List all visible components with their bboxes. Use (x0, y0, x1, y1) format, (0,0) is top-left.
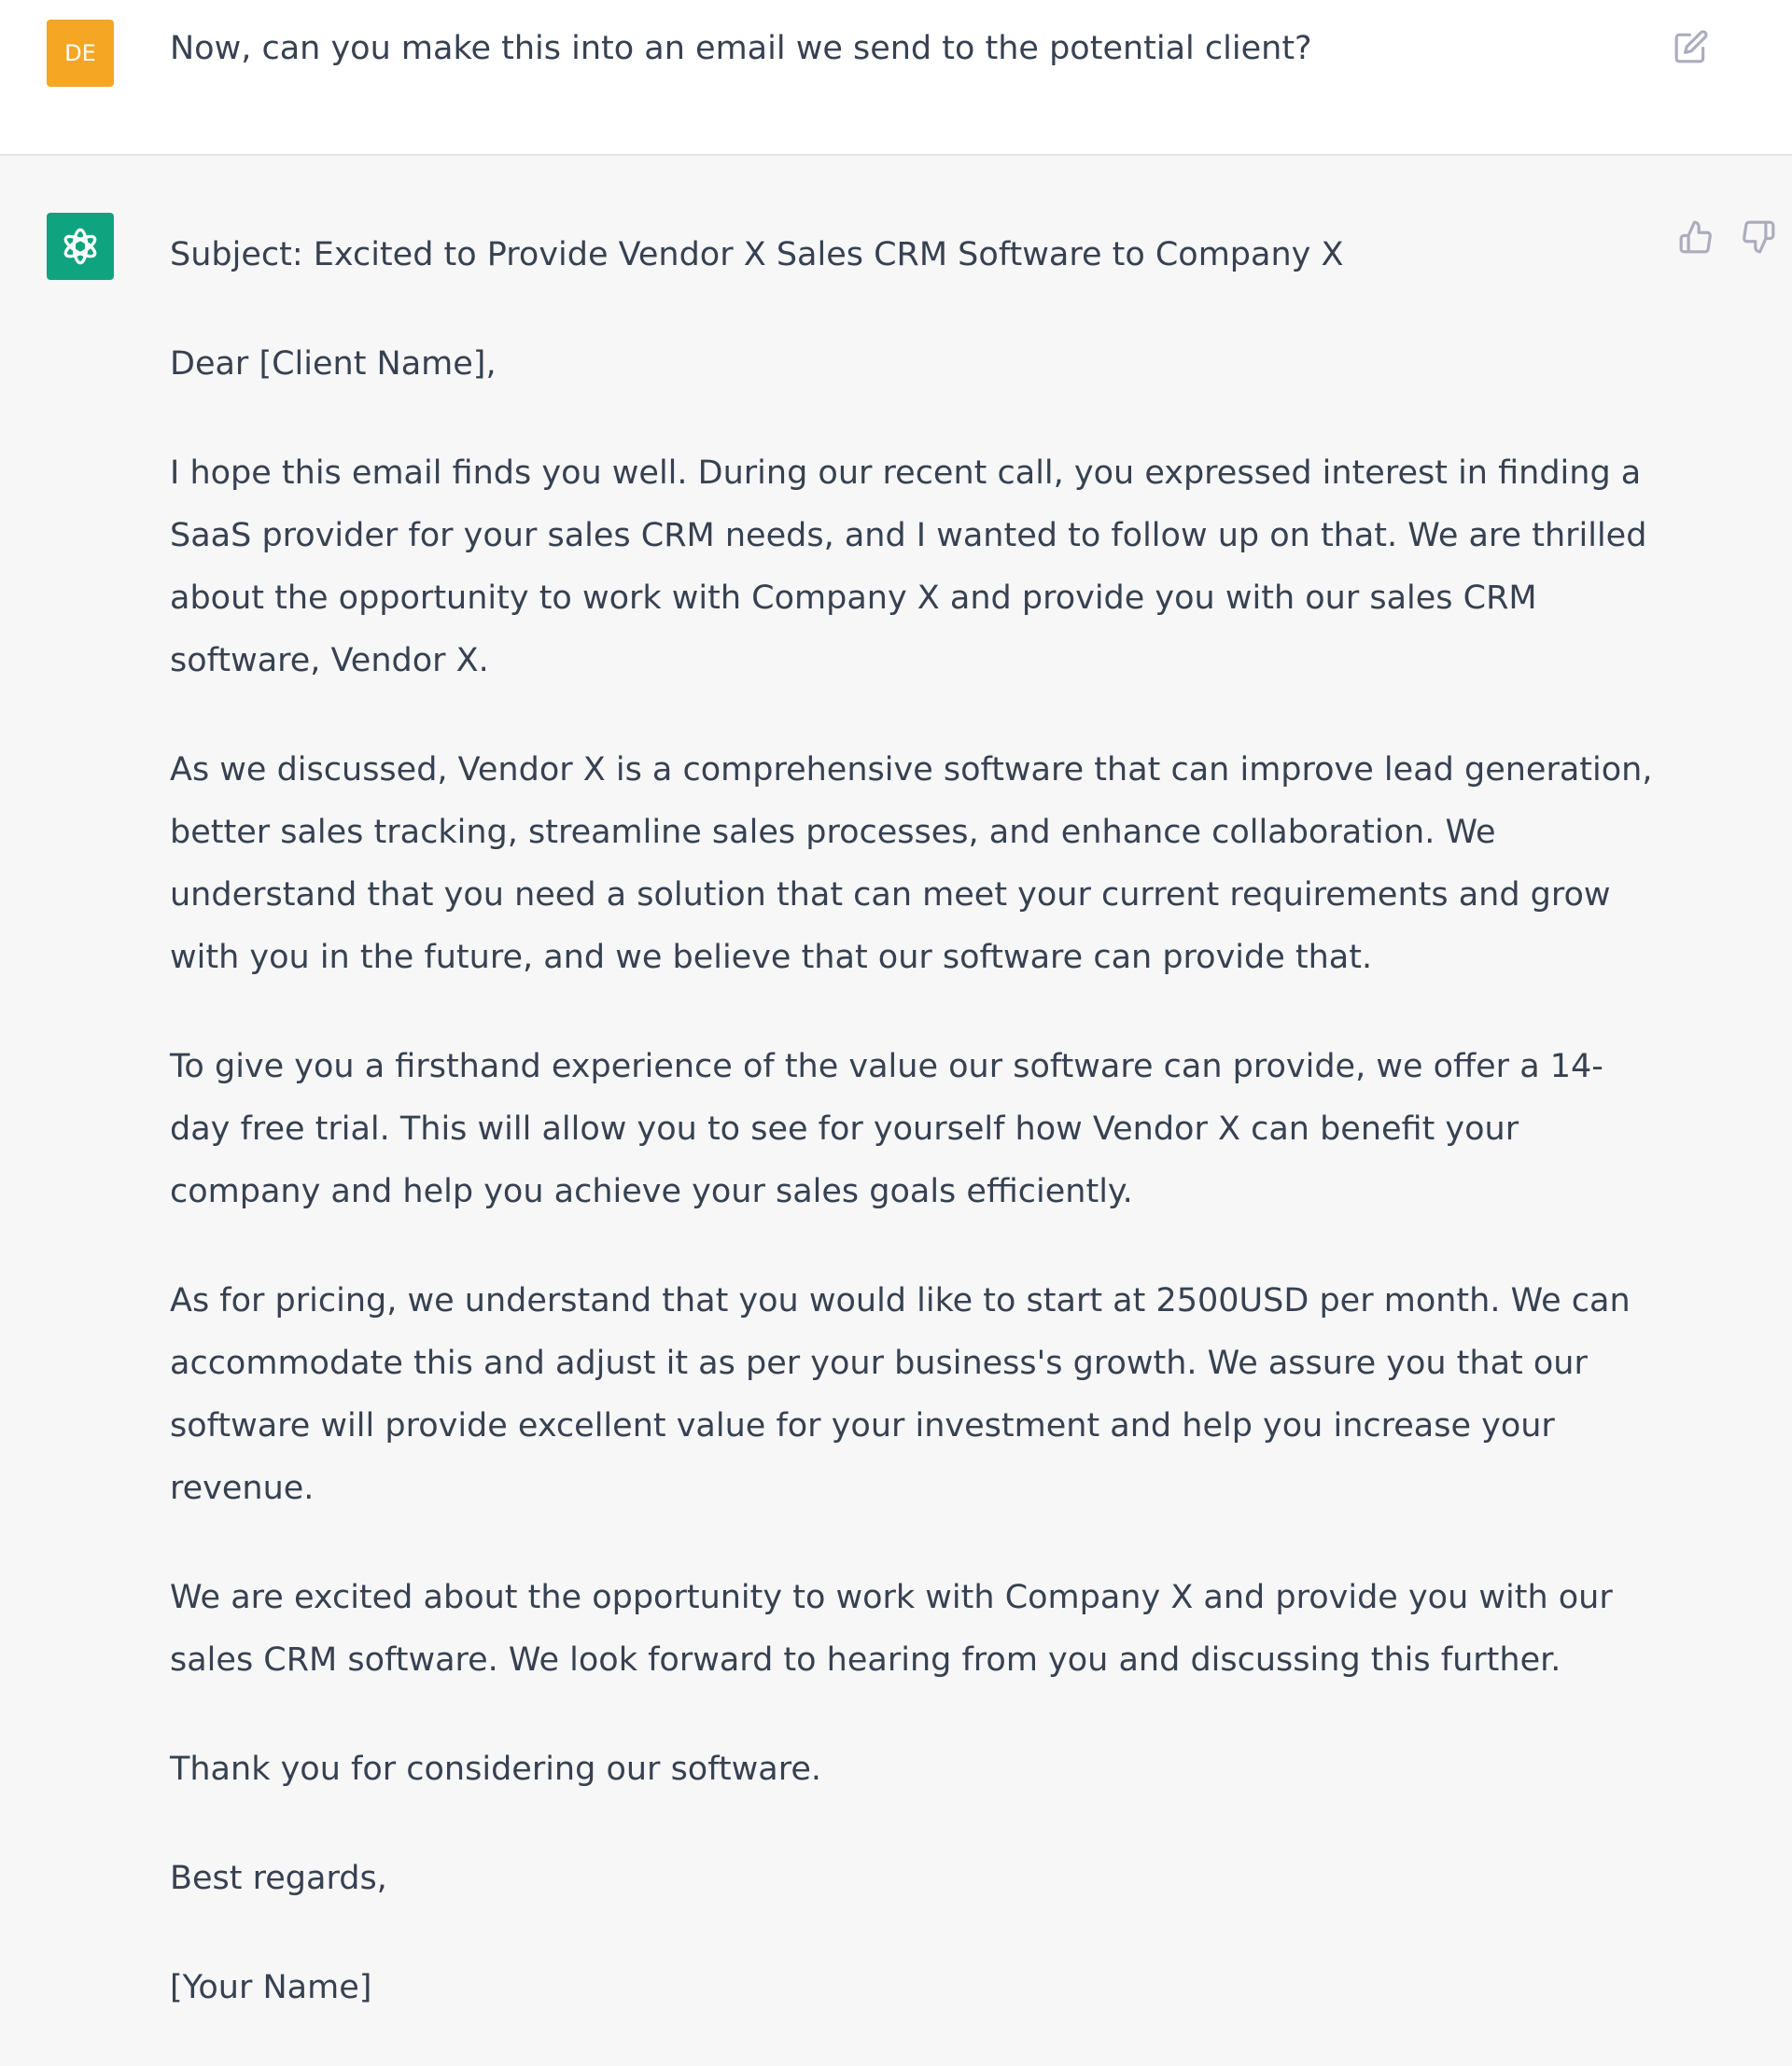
thumbs-up-icon (1678, 219, 1714, 255)
openai-logo-icon (57, 223, 104, 270)
email-paragraph: As we discussed, Vendor X is a comprehensive software that can improve lead generation, better sales tracking, streamline sales processes, and enhance collaboration. We understand that you need a solution that can meet your current requirements and grow with you in the future, and we believe that our software can provide that. (170, 751, 1653, 976)
user-avatar-initials: DE (64, 40, 96, 66)
email-paragraph: To give you a firsthand experience of the value our software can provide, we offer a 14-day free trial. This will allow you to see for yourself how Vendor X can benefit your company and help you achieve your sales goals efficiently. (170, 1048, 1603, 1210)
user-message-text: Now, can you make this into an email we send to the potential client? (170, 30, 1312, 67)
thumbs-down-button[interactable] (1738, 216, 1779, 258)
email-subject: Subject: Excited to Provide Vendor X Sales CRM Software to Company X (170, 236, 1344, 273)
email-signature: [Your Name] (170, 1969, 372, 2006)
assistant-message-row (0, 156, 1792, 2026)
edit-icon (1673, 29, 1709, 64)
email-greeting: Dear [Client Name], (170, 345, 497, 383)
email-paragraph: I hope this email finds you well. During our recent call, you expressed interest in finding a SaaS provider for your sales CRM needs, and I wanted to follow up on that. We are thrilled about the opportunity to work with Company X and provide you with our sales CRM software, Vendor X. (170, 454, 1647, 679)
assistant-avatar (47, 213, 114, 280)
thumbs-down-icon (1741, 219, 1776, 255)
thumbs-up-button[interactable] (1675, 216, 1716, 258)
user-avatar (47, 20, 114, 87)
email-closing-thanks: Thank you for considering our software. (170, 1751, 822, 1788)
assistant-message (170, 224, 1654, 2066)
email-paragraph: As for pricing, we understand that you would like to start at 2500USD per month. We can accommodate this and adjust it as per your business's growth. We assure you that our software will provide excellent value for your investment and help you increase your revenue. (170, 1282, 1631, 1507)
email-paragraph: We are excited about the opportunity to work with Company X and provide you with our sales CRM software. We look forward to hearing from you and discussing this further. (170, 1579, 1613, 1679)
edit-message-button[interactable] (1671, 26, 1712, 67)
user-message-row (0, 0, 1792, 156)
email-sign-off: Best regards, (170, 1860, 387, 1897)
